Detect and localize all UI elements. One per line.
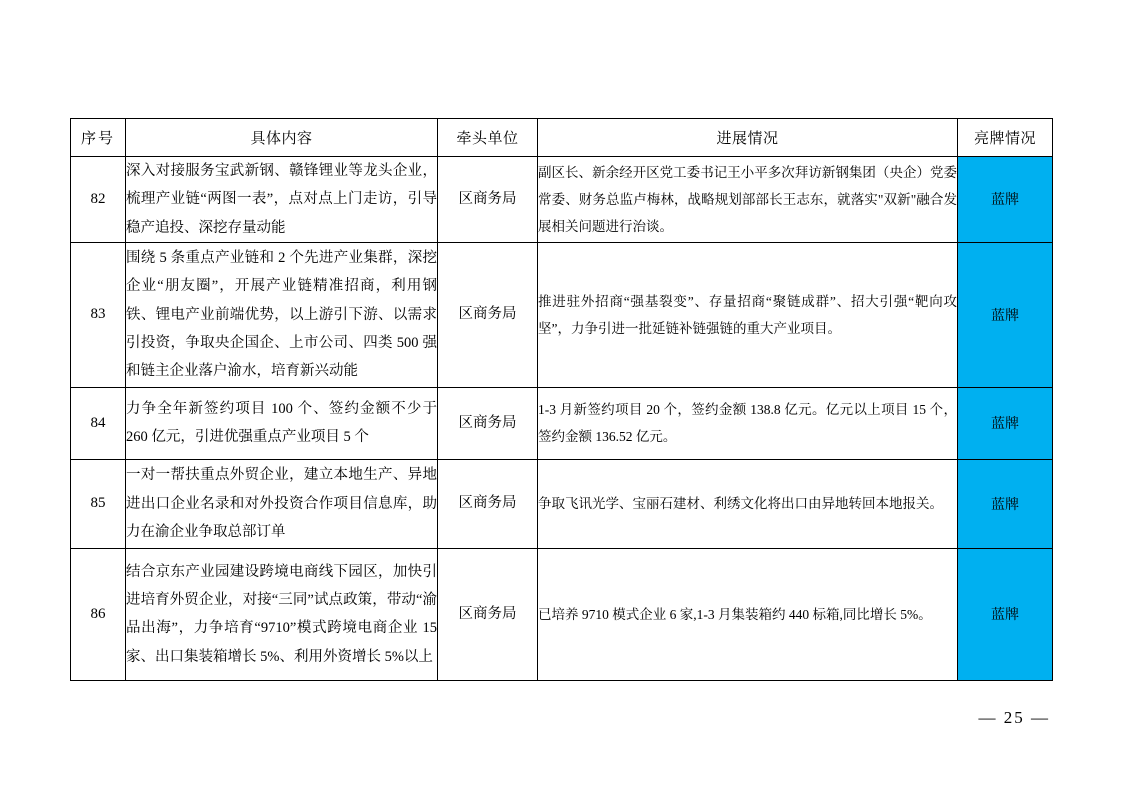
status-badge: 蓝牌 [958,242,1053,387]
table-header-row [71,119,1053,157]
cell-progress: 已培养 9710 模式企业 6 家,1-3 月集装箱约 440 标箱,同比增长 5%。 [538,548,958,680]
status-badge: 蓝牌 [958,387,1053,459]
cell-content: 围绕 5 条重点产业链和 2 个先进产业集群，深挖企业“朋友圈”，开展产业链精准招商，利用钢铁、锂电产业前端优势，以上游引下游、以需求引投资，争取央企国企、上市公司、四类 500 强和链主企业落户渝水，培育新兴动能 [126,242,438,387]
column-header-unit: 牵头单位 [438,119,538,157]
table-header [71,119,1053,157]
cell-seq: 86 [71,548,126,680]
cell-progress: 1-3 月新签约项目 20 个，签约金额 138.8 亿元。亿元以上项目 15 个，签约金额 136.52 亿元。 [538,387,958,459]
status-badge: 蓝牌 [958,548,1053,680]
cell-seq: 84 [71,387,126,459]
cell-seq: 82 [71,157,126,243]
cell-unit: 区商务局 [438,242,538,387]
cell-seq: 83 [71,242,126,387]
cell-unit: 区商务局 [438,387,538,459]
cell-content: 深入对接服务宝武新钢、赣锋锂业等龙头企业，梳理产业链“两图一表”，点对点上门走访，引导稳产追投、深挖存量动能 [126,157,438,243]
table-row [71,548,1053,680]
column-header-seq: 序号 [71,119,126,157]
cell-unit: 区商务局 [438,548,538,680]
cell-unit: 区商务局 [438,157,538,243]
column-header-progress: 进展情况 [538,119,958,157]
cell-content: 结合京东产业园建设跨境电商线下园区，加快引进培育外贸企业，对接“三同”试点政策，带动“渝品出海”，力争培育“9710”模式跨境电商企业 15 家、出口集装箱增长 5%、利用外资增长 5%以上 [126,548,438,680]
cell-progress: 副区长、新余经开区党工委书记王小平多次拜访新钢集团（央企）党委常委、财务总监卢梅林，战略规划部部长王志东，就落实"双新"融合发展相关问题进行治谈。 [538,157,958,243]
cell-seq: 85 [71,459,126,548]
cell-unit: 区商务局 [438,459,538,548]
table-row [71,387,1053,459]
table-body [71,157,1053,681]
status-badge: 蓝牌 [958,157,1053,243]
page-number: — 25 — [978,708,1050,727]
cell-progress: 争取飞讯光学、宝丽石建材、利绣文化将出口由异地转回本地报关。 [538,459,958,548]
cell-content: 力争全年新签约项目 100 个、签约金额不少于 260 亿元，引进优强重点产业项目 5 个 [126,387,438,459]
status-badge: 蓝牌 [958,459,1053,548]
progress-table [70,118,1053,681]
table-row [71,242,1053,387]
column-header-card: 亮牌情况 [958,119,1053,157]
table-row [71,459,1053,548]
column-header-content: 具体内容 [126,119,438,157]
table-row [71,157,1053,243]
cell-progress: 推进驻外招商“强基裂变”、存量招商“聚链成群”、招大引强“靶向攻坚”，力争引进一批延链补链强链的重大产业项目。 [538,242,958,387]
cell-content: 一对一帮扶重点外贸企业，建立本地生产、异地进出口企业名录和对外投资合作项目信息库，助力在渝企业争取总部订单 [126,459,438,548]
